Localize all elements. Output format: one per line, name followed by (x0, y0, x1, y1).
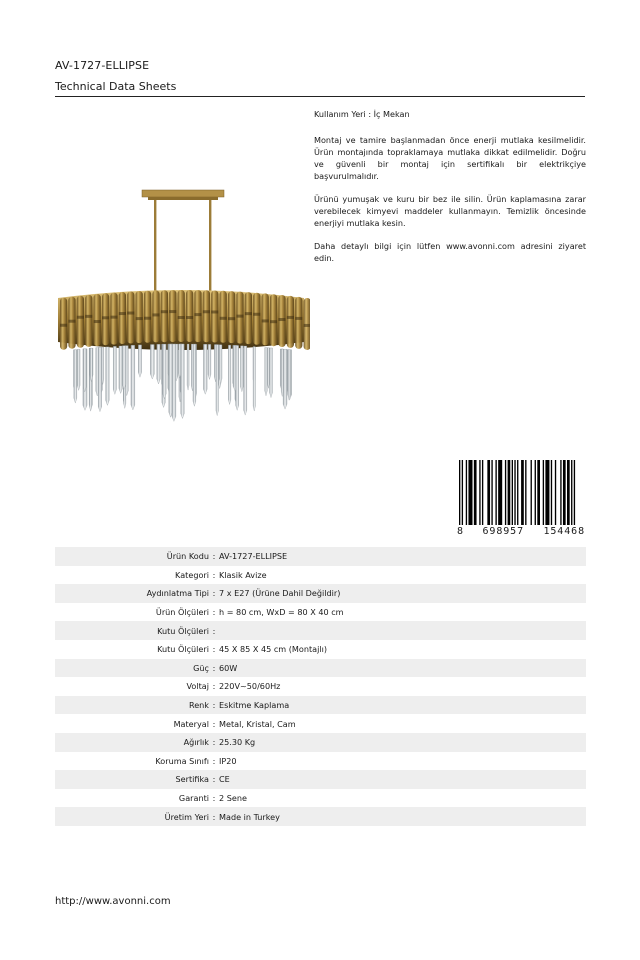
spec-separator: : (212, 793, 216, 804)
spec-label: Koruma Sınıfı (155, 755, 209, 766)
spec-separator: : (212, 811, 216, 822)
spec-value: Metal, Kristal, Cam (219, 718, 296, 729)
spec-value: 220V~50/60Hz (219, 681, 281, 692)
spec-row (55, 807, 586, 826)
spec-row (55, 621, 586, 640)
spec-row (55, 603, 586, 622)
spec-label: Renk (188, 700, 209, 711)
spec-label: Kutu Ölçüleri (157, 644, 209, 655)
document-subtitle: Technical Data Sheets (55, 80, 177, 93)
spec-value: AV-1727-ELLIPSE (219, 551, 288, 562)
spec-row (55, 659, 586, 678)
spec-row (55, 547, 586, 566)
spec-separator: : (212, 662, 216, 673)
spec-separator: : (212, 755, 216, 766)
spec-label: Garanti (178, 793, 209, 804)
chandelier-image (52, 186, 310, 426)
spec-label: Üretim Yeri (164, 811, 209, 822)
spec-table (55, 547, 586, 826)
spec-row (55, 677, 586, 696)
spec-separator: : (212, 588, 216, 599)
spec-separator: : (212, 551, 216, 562)
barcode-group-left: 698957 (482, 525, 525, 537)
spec-label: Ağırlık (183, 737, 209, 748)
spec-label: Kategori (175, 569, 209, 580)
spec-separator: : (212, 700, 216, 711)
spec-separator: : (212, 737, 216, 748)
spec-separator: : (212, 625, 216, 636)
spec-value: Klasik Avize (219, 569, 267, 580)
usage-location: Kullanım Yeri : İç Mekan (314, 109, 410, 119)
spec-row (55, 714, 586, 733)
document-title: AV-1727-ELLIPSE (55, 59, 150, 72)
website-paragraph: Daha detaylı bilgi için lütfen www.avonni.com adresini ziyaret edin. (314, 241, 586, 263)
spec-row (55, 584, 586, 603)
spec-row (55, 789, 586, 808)
spec-label: Aydınlatma Tipi (146, 588, 209, 599)
footer-website-link[interactable]: http://www.avonni.com (55, 896, 171, 907)
spec-row (55, 770, 586, 789)
barcode-number (457, 524, 585, 538)
barcode-group-right: 154468 (543, 525, 585, 537)
spec-value: 2 Sene (219, 793, 247, 804)
spec-row (55, 733, 586, 752)
header-divider (55, 96, 585, 97)
spec-label: Materyal (173, 718, 209, 729)
spec-value: CE (219, 774, 230, 785)
spec-label: Ürün Ölçüleri (155, 607, 209, 618)
spec-row (55, 696, 586, 715)
spec-label: Güç (193, 662, 209, 673)
spec-separator: : (212, 644, 216, 655)
spec-label: Ürün Kodu (166, 551, 209, 562)
spec-value: 45 X 85 X 45 cm (Montajlı) (219, 644, 328, 655)
spec-separator: : (212, 681, 216, 692)
spec-label: Voltaj (186, 681, 209, 692)
usage-info (314, 108, 586, 275)
spec-value: 60W (219, 662, 238, 673)
spec-label: Sertifika (175, 774, 209, 785)
brass-ring (58, 290, 310, 350)
barcode-bars (457, 460, 585, 525)
spec-separator: : (212, 607, 216, 618)
spec-label: Kutu Ölçüleri (157, 625, 209, 636)
spec-row (55, 640, 586, 659)
spec-row (55, 752, 586, 771)
spec-value: Eskitme Kaplama (219, 700, 290, 711)
spec-separator: : (212, 718, 216, 729)
cleaning-paragraph: Ürünü yumuşak ve kuru bir bez ile silin. Ürün kaplamasına zarar verebilecek kimyevi maddeler kullanmayın. Temizlik öncesinde enerjiyi mutlaka kesin. (314, 194, 586, 228)
barcode (457, 460, 585, 539)
spec-separator: : (212, 774, 216, 785)
spec-value: Made in Turkey (219, 811, 280, 822)
suspension-rods (154, 200, 211, 292)
spec-value: 25.30 Kg (219, 737, 256, 748)
safety-paragraph: Montaj ve tamire başlanmadan önce enerji mutlaka kesilmelidir. Ürün montajında topraklamaya mutlaka dikkat edilmelidir. Doğru ve güvenli bir montaj için sertifikalı bir elektrikçiye başvurulmalıdır. (314, 135, 586, 181)
spec-value: 7 x E27 (Ürüne Dahil Değildir) (219, 588, 341, 599)
spec-row (55, 566, 586, 585)
crystal-drops (74, 344, 292, 421)
barcode-first-digit: 8 (457, 525, 464, 537)
spec-value: h = 80 cm, WxD = 80 X 40 cm (219, 607, 344, 618)
ceiling-canopy (142, 190, 224, 200)
spec-value: IP20 (219, 755, 237, 766)
spec-separator: : (212, 569, 216, 580)
